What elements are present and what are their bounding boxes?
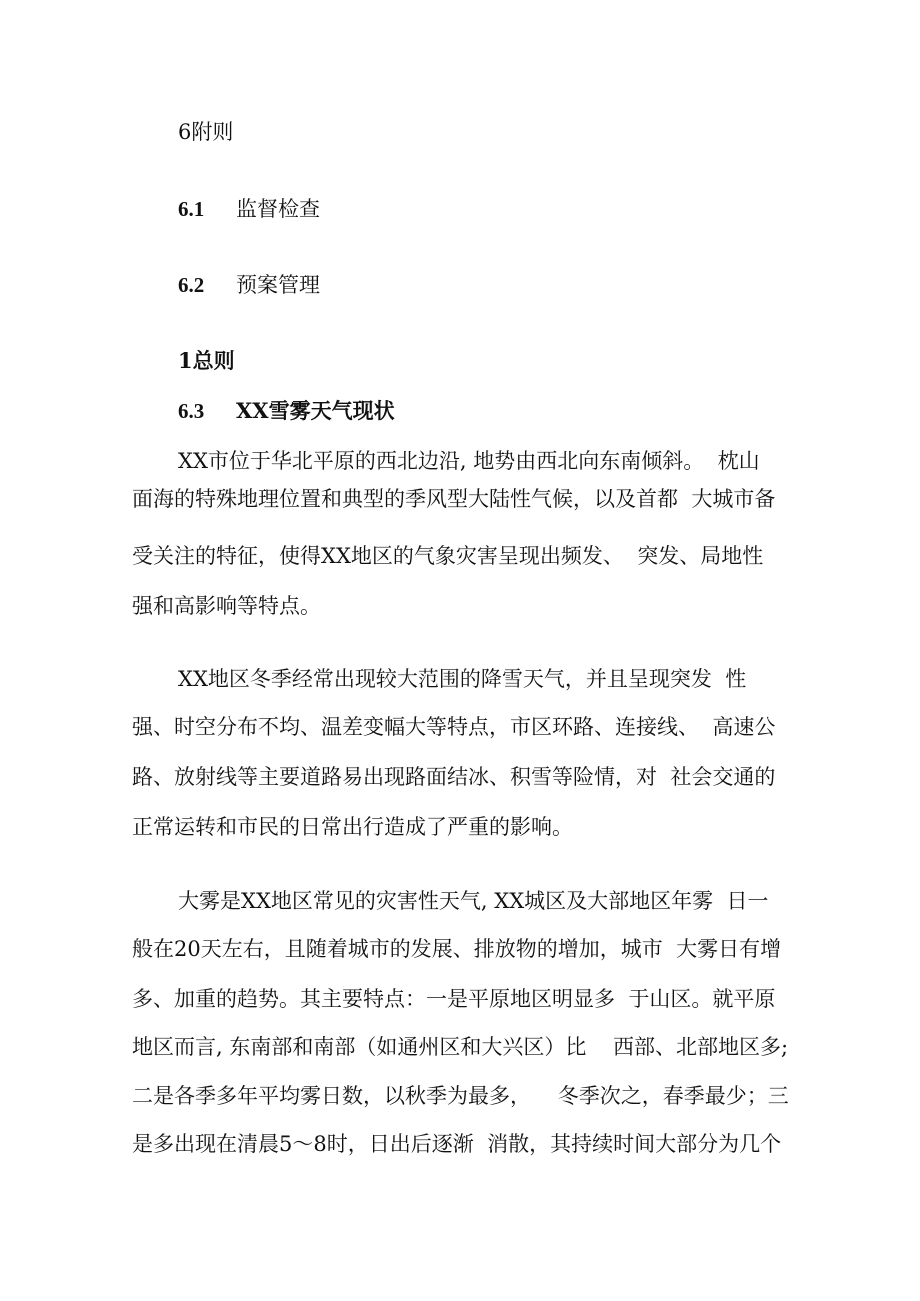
paragraph-3-line-3: 多、加重的趋势。其主要特点：一是平原地区明显多 于山区。就平原 [132, 987, 776, 1011]
heading-6-1-number: 6.1 [178, 197, 205, 221]
heading-6-3-title: XX雪雾天气现状 [236, 398, 395, 423]
heading-6-2-number: 6.2 [178, 273, 205, 297]
paragraph-2-line-4: 正常运转和市民的日常出行造成了严重的影响。 [132, 815, 573, 839]
paragraph-2-line-1: XX地区冬季经常出现较大范围的降雪天气，并且呈现突发 性 [178, 667, 747, 691]
heading-6-1 [178, 195, 320, 223]
paragraph-1-line-2: 面海的特殊地理位置和典型的季风型大陆性气候，以及首都 大城市备 [132, 487, 776, 511]
heading-6-1-title: 监督检查 [236, 197, 320, 221]
paragraph-3-line-1: 大雾是XX地区常见的灾害性天气, XX城区及大部地区年雾 日一 [178, 889, 769, 913]
heading-6-3-number: 6.3 [178, 399, 205, 423]
paragraph-1-line-4: 强和高影响等特点。 [132, 594, 321, 618]
paragraph-3-line-5: 二是各季多年平均雾日数，以秋季为最多， 冬季次之，春季最少；三 [132, 1084, 789, 1108]
paragraph-2-line-2: 强、时空分布不均、温差变幅大等特点，市区环路、连接线、 高速公 [132, 715, 776, 739]
heading-6-2-title: 预案管理 [236, 273, 320, 297]
heading-general: 1总则 [178, 348, 235, 373]
heading-appendix: 6附则 [178, 120, 234, 144]
paragraph-3-line-4: 地区而言, 东南部和南部（如通州区和大兴区）比 西部、北部地区多; [132, 1035, 789, 1059]
paragraph-3-line-2: 般在20天左右，且随着城市的发展、排放物的增加，城市 大雾日有增 [132, 937, 782, 961]
paragraph-1-line-1: XX市位于华北平原的西北边沿, 地势由西北向东南倾斜。 枕山 [178, 449, 760, 473]
paragraph-2-line-3: 路、放射线等主要道路易出现路面结冰、积雪等险情，对 社会交通的 [132, 765, 776, 789]
paragraph-3-line-6: 是多出现在清晨5～8时，日出后逐渐 消散，其持续时间大部分为几个 [132, 1132, 782, 1156]
heading-6-3 [178, 397, 395, 425]
paragraph-1-line-3: 受关注的特征，使得XX地区的气象灾害呈现出频发、 突发、局地性 [132, 544, 764, 568]
heading-6-2 [178, 271, 320, 299]
